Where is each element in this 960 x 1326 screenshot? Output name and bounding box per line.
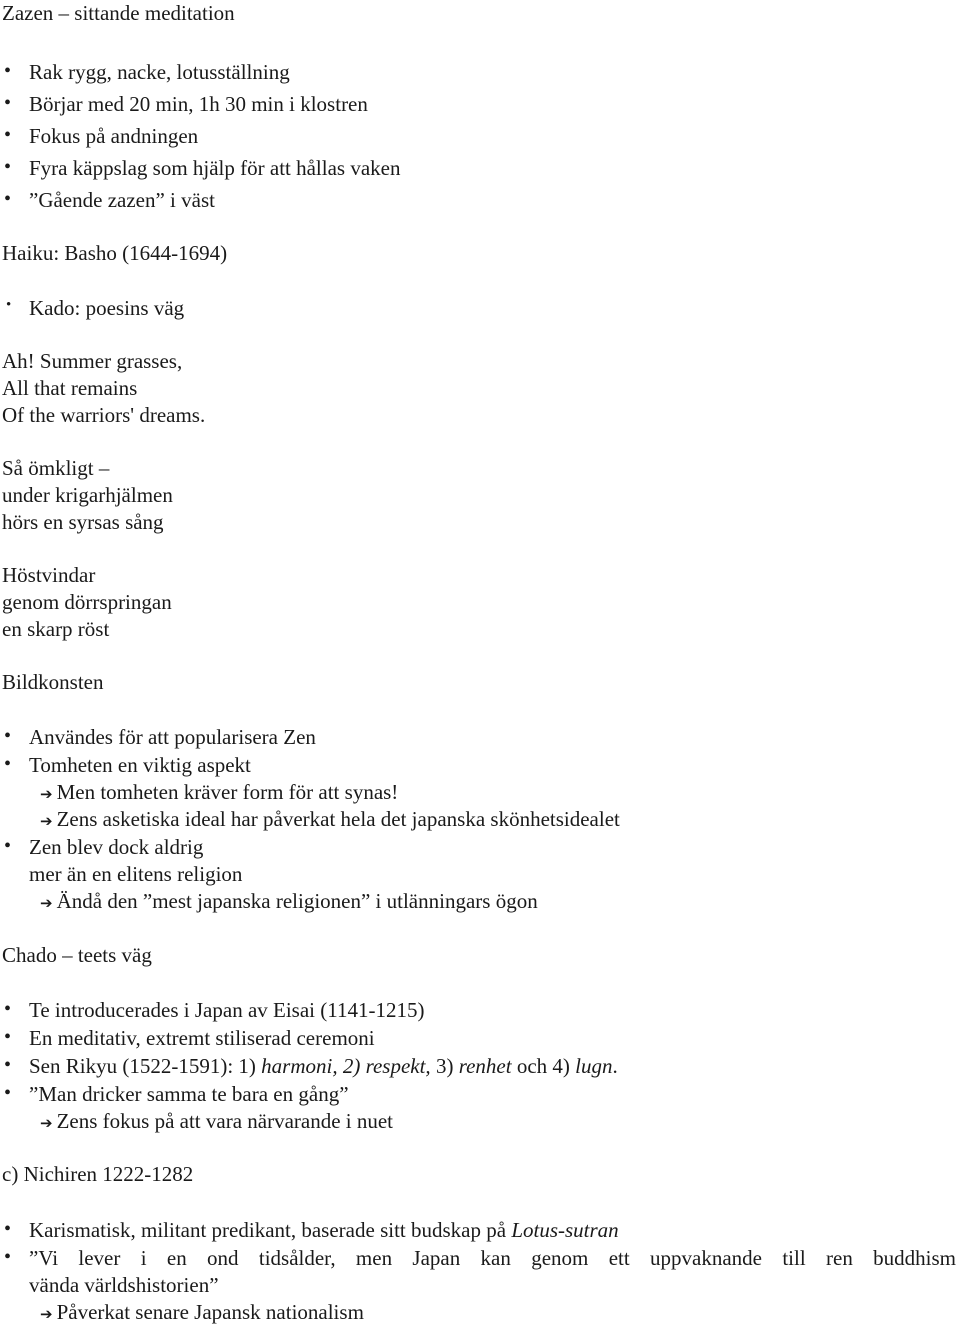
- zazen-item: Rak rygg, nacke, lotusställning: [29, 60, 290, 84]
- poem-line: All that remains: [2, 376, 138, 400]
- poem-line: genom dörrspringan: [2, 590, 172, 614]
- zazen-item: Fokus på andningen: [29, 124, 199, 148]
- poem-line: hörs en syrsas sång: [2, 510, 164, 534]
- chado-item: Te introducerades i Japan av Eisai (1141-1215): [29, 998, 425, 1022]
- bullet-icon: •: [6, 297, 12, 313]
- bullet-icon: •: [4, 60, 12, 82]
- chado-item: En meditativ, extremt stiliserad ceremoni: [29, 1026, 375, 1050]
- zazen-item: ”Gående zazen” i väst: [29, 188, 215, 212]
- poem-line: Höstvindar: [2, 563, 96, 587]
- chado-item: Sen Rikyu (1522-1591): 1) harmoni, 2) respekt, 3) renhet och 4) lugn.: [29, 1054, 618, 1078]
- bild-item: Användes för att popularisera Zen: [29, 725, 316, 749]
- bild-arrow-item: ➔ Men tomheten kräver form för att synas!: [40, 780, 399, 804]
- bullet-icon: •: [4, 1246, 12, 1268]
- bild-heading: Bildkonsten: [2, 670, 104, 694]
- poem-line: Ah! Summer grasses,: [2, 349, 183, 373]
- arrow-icon: ➔: [40, 894, 53, 912]
- bullet-icon: •: [4, 92, 12, 114]
- nichiren-item: Karismatisk, militant predikant, baserade sitt budskap på Lotus-sutran: [29, 1218, 619, 1242]
- zazen-item: Börjar med 20 min, 1h 30 min i klostren: [29, 92, 368, 116]
- nichiren-item: ”Vi lever i en ond tidsålder, men Japan kan genom ett uppvaknande till ren buddhism: [29, 1246, 956, 1270]
- chado-heading: Chado – teets väg: [2, 943, 152, 967]
- bullet-icon: •: [4, 188, 12, 210]
- bild-arrow-item: ➔ Zens asketiska ideal har påverkat hela det japanska skönhetsidealet: [40, 807, 620, 831]
- poem-line: Of the warriors' dreams.: [2, 403, 206, 427]
- bild-arrow-item: ➔ Ändå den ”mest japanska religionen” i utlänningars ögon: [40, 889, 538, 913]
- zazen-item: Fyra käppslag som hjälp för att hållas vaken: [29, 156, 401, 180]
- bullet-icon: •: [4, 998, 12, 1020]
- bild-item: Tomheten en viktig aspekt: [29, 753, 251, 777]
- bild-item-continuation: mer än en elitens religion: [29, 862, 243, 886]
- chado-item: ”Man dricker samma te bara en gång”: [29, 1082, 349, 1106]
- bullet-icon: •: [4, 753, 12, 775]
- chado-arrow-item: ➔ Zens fokus på att vara närvarande i nuet: [40, 1109, 394, 1133]
- poem-line: Så ömkligt –: [2, 456, 110, 480]
- nichiren-arrow-item: ➔ Påverkat senare Japansk nationalism: [40, 1300, 364, 1324]
- bullet-icon: •: [4, 835, 12, 857]
- bullet-icon: •: [4, 156, 12, 178]
- bullet-icon: •: [4, 725, 12, 747]
- bullet-icon: •: [4, 1054, 12, 1076]
- arrow-icon: ➔: [40, 1305, 53, 1323]
- zazen-heading: Zazen – sittande meditation: [2, 1, 235, 25]
- arrow-icon: ➔: [40, 812, 53, 830]
- bullet-icon: •: [4, 1026, 12, 1048]
- bullet-icon: •: [4, 1082, 12, 1104]
- bullet-icon: •: [4, 1218, 12, 1240]
- nichiren-heading: c) Nichiren 1222-1282: [2, 1162, 194, 1186]
- nichiren-item-continuation: vända världshistorien”: [29, 1273, 219, 1297]
- poem-line: under krigarhjälmen: [2, 483, 173, 507]
- bullet-icon: •: [4, 124, 12, 146]
- arrow-icon: ➔: [40, 785, 53, 803]
- haiku-heading: Haiku: Basho (1644-1694): [2, 241, 228, 265]
- arrow-icon: ➔: [40, 1114, 53, 1132]
- bild-item: Zen blev dock aldrig: [29, 835, 204, 859]
- haiku-item: Kado: poesins väg: [29, 296, 185, 320]
- poem-line: en skarp röst: [2, 617, 110, 641]
